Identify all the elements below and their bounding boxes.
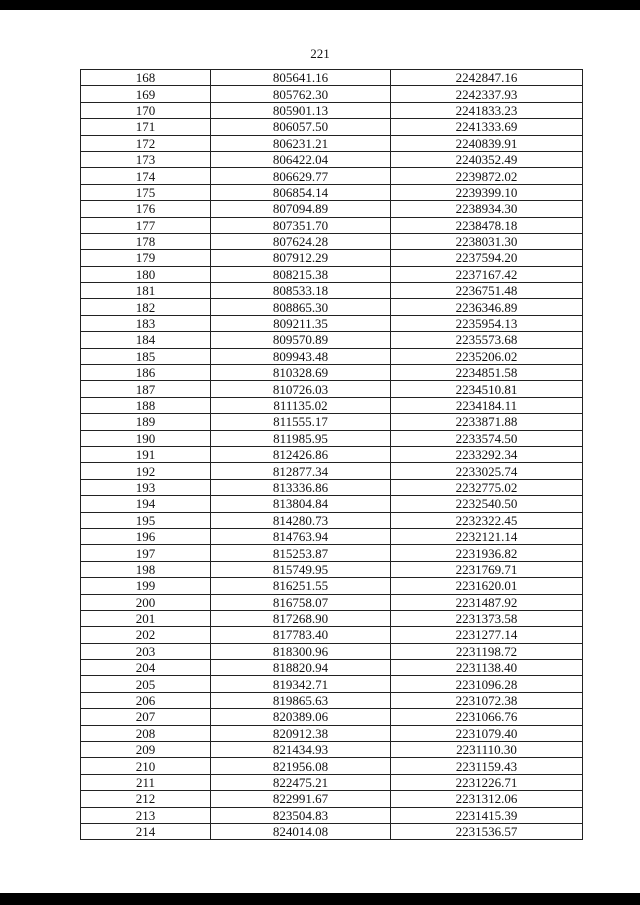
table-row <box>81 496 583 512</box>
table-row <box>81 528 583 544</box>
y-coordinate-cell: 2234851.58 <box>391 365 583 381</box>
x-coordinate-cell: 813336.86 <box>211 479 391 495</box>
point-number-cell: 176 <box>81 201 211 217</box>
y-coordinate-cell: 2233025.74 <box>391 463 583 479</box>
y-coordinate-cell: 2234510.81 <box>391 381 583 397</box>
point-number-cell: 194 <box>81 496 211 512</box>
point-number-cell: 169 <box>81 86 211 102</box>
table-row <box>81 299 583 315</box>
table-row <box>81 463 583 479</box>
point-number-cell: 197 <box>81 545 211 561</box>
point-number-cell: 174 <box>81 168 211 184</box>
point-number-cell: 202 <box>81 627 211 643</box>
point-number-cell: 185 <box>81 348 211 364</box>
x-coordinate-cell: 806422.04 <box>211 151 391 167</box>
point-number-cell: 192 <box>81 463 211 479</box>
point-number-cell: 205 <box>81 676 211 692</box>
x-coordinate-cell: 807351.70 <box>211 217 391 233</box>
table-row <box>81 283 583 299</box>
table-row <box>81 660 583 676</box>
table-row <box>81 86 583 102</box>
y-coordinate-cell: 2231066.76 <box>391 709 583 725</box>
point-number-cell: 208 <box>81 725 211 741</box>
x-coordinate-cell: 819865.63 <box>211 692 391 708</box>
point-number-cell: 207 <box>81 709 211 725</box>
x-coordinate-cell: 822475.21 <box>211 774 391 790</box>
y-coordinate-cell: 2232540.50 <box>391 496 583 512</box>
point-number-cell: 204 <box>81 660 211 676</box>
x-coordinate-cell: 809570.89 <box>211 332 391 348</box>
table-row <box>81 381 583 397</box>
table-row <box>81 250 583 266</box>
table-row <box>81 594 583 610</box>
point-number-cell: 190 <box>81 430 211 446</box>
y-coordinate-cell: 2231198.72 <box>391 643 583 659</box>
scan-border-bottom <box>0 893 640 905</box>
y-coordinate-cell: 2238031.30 <box>391 233 583 249</box>
table-row <box>81 823 583 839</box>
y-coordinate-cell: 2231769.71 <box>391 561 583 577</box>
x-coordinate-cell: 815253.87 <box>211 545 391 561</box>
x-coordinate-cell: 821956.08 <box>211 758 391 774</box>
point-number-cell: 187 <box>81 381 211 397</box>
x-coordinate-cell: 807094.89 <box>211 201 391 217</box>
y-coordinate-cell: 2232322.45 <box>391 512 583 528</box>
table-row <box>81 709 583 725</box>
point-number-cell: 179 <box>81 250 211 266</box>
coordinates-table <box>80 69 583 840</box>
point-number-cell: 172 <box>81 135 211 151</box>
point-number-cell: 189 <box>81 414 211 430</box>
point-number-cell: 181 <box>81 283 211 299</box>
table-row <box>81 135 583 151</box>
x-coordinate-cell: 810726.03 <box>211 381 391 397</box>
y-coordinate-cell: 2233871.88 <box>391 414 583 430</box>
y-coordinate-cell: 2231079.40 <box>391 725 583 741</box>
table-row <box>81 479 583 495</box>
y-coordinate-cell: 2231226.71 <box>391 774 583 790</box>
x-coordinate-cell: 814280.73 <box>211 512 391 528</box>
y-coordinate-cell: 2235573.68 <box>391 332 583 348</box>
x-coordinate-cell: 806231.21 <box>211 135 391 151</box>
table-row <box>81 774 583 790</box>
table-row <box>81 348 583 364</box>
y-coordinate-cell: 2234184.11 <box>391 397 583 413</box>
y-coordinate-cell: 2238478.18 <box>391 217 583 233</box>
point-number-cell: 212 <box>81 791 211 807</box>
table-row <box>81 397 583 413</box>
table-row <box>81 692 583 708</box>
x-coordinate-cell: 806854.14 <box>211 184 391 200</box>
y-coordinate-cell: 2240839.91 <box>391 135 583 151</box>
x-coordinate-cell: 811135.02 <box>211 397 391 413</box>
table-body <box>81 70 583 840</box>
table-row <box>81 102 583 118</box>
point-number-cell: 200 <box>81 594 211 610</box>
point-number-cell: 178 <box>81 233 211 249</box>
y-coordinate-cell: 2241333.69 <box>391 119 583 135</box>
y-coordinate-cell: 2235206.02 <box>391 348 583 364</box>
x-coordinate-cell: 810328.69 <box>211 365 391 381</box>
x-coordinate-cell: 811555.17 <box>211 414 391 430</box>
x-coordinate-cell: 806057.50 <box>211 119 391 135</box>
x-coordinate-cell: 816758.07 <box>211 594 391 610</box>
page-number: 221 <box>310 46 330 61</box>
point-number-cell: 188 <box>81 397 211 413</box>
table-row <box>81 676 583 692</box>
table-row <box>81 184 583 200</box>
x-coordinate-cell: 808865.30 <box>211 299 391 315</box>
x-coordinate-cell: 805901.13 <box>211 102 391 118</box>
y-coordinate-cell: 2236346.89 <box>391 299 583 315</box>
y-coordinate-cell: 2231373.58 <box>391 610 583 626</box>
x-coordinate-cell: 809211.35 <box>211 315 391 331</box>
table-row <box>81 725 583 741</box>
point-number-cell: 198 <box>81 561 211 577</box>
x-coordinate-cell: 813804.84 <box>211 496 391 512</box>
table-row <box>81 332 583 348</box>
table-row <box>81 151 583 167</box>
x-coordinate-cell: 812877.34 <box>211 463 391 479</box>
y-coordinate-cell: 2231312.06 <box>391 791 583 807</box>
x-coordinate-cell: 811985.95 <box>211 430 391 446</box>
point-number-cell: 191 <box>81 446 211 462</box>
table-row <box>81 119 583 135</box>
x-coordinate-cell: 812426.86 <box>211 446 391 462</box>
point-number-cell: 213 <box>81 807 211 823</box>
table-row <box>81 791 583 807</box>
point-number-cell: 203 <box>81 643 211 659</box>
table-row <box>81 315 583 331</box>
table-row <box>81 217 583 233</box>
table-row <box>81 233 583 249</box>
x-coordinate-cell: 817783.40 <box>211 627 391 643</box>
table-row <box>81 742 583 758</box>
y-coordinate-cell: 2232775.02 <box>391 479 583 495</box>
table-row <box>81 168 583 184</box>
table-row <box>81 414 583 430</box>
table-row <box>81 430 583 446</box>
x-coordinate-cell: 823504.83 <box>211 807 391 823</box>
scan-border-top <box>0 0 640 10</box>
x-coordinate-cell: 805641.16 <box>211 70 391 86</box>
y-coordinate-cell: 2237594.20 <box>391 250 583 266</box>
x-coordinate-cell: 814763.94 <box>211 528 391 544</box>
x-coordinate-cell: 815749.95 <box>211 561 391 577</box>
x-coordinate-cell: 809943.48 <box>211 348 391 364</box>
point-number-cell: 183 <box>81 315 211 331</box>
table-row <box>81 807 583 823</box>
y-coordinate-cell: 2231072.38 <box>391 692 583 708</box>
x-coordinate-cell: 817268.90 <box>211 610 391 626</box>
y-coordinate-cell: 2232121.14 <box>391 528 583 544</box>
y-coordinate-cell: 2233574.50 <box>391 430 583 446</box>
table-row <box>81 70 583 86</box>
table-row <box>81 610 583 626</box>
point-number-cell: 193 <box>81 479 211 495</box>
y-coordinate-cell: 2237167.42 <box>391 266 583 282</box>
y-coordinate-cell: 2231487.92 <box>391 594 583 610</box>
x-coordinate-cell: 808533.18 <box>211 283 391 299</box>
table-row <box>81 201 583 217</box>
table-row <box>81 643 583 659</box>
x-coordinate-cell: 806629.77 <box>211 168 391 184</box>
y-coordinate-cell: 2231415.39 <box>391 807 583 823</box>
y-coordinate-cell: 2235954.13 <box>391 315 583 331</box>
x-coordinate-cell: 808215.38 <box>211 266 391 282</box>
x-coordinate-cell: 818300.96 <box>211 643 391 659</box>
y-coordinate-cell: 2242847.16 <box>391 70 583 86</box>
table-row <box>81 512 583 528</box>
y-coordinate-cell: 2231159.43 <box>391 758 583 774</box>
table-row <box>81 758 583 774</box>
point-number-cell: 214 <box>81 823 211 839</box>
y-coordinate-cell: 2231936.82 <box>391 545 583 561</box>
point-number-cell: 175 <box>81 184 211 200</box>
point-number-cell: 177 <box>81 217 211 233</box>
table-row <box>81 627 583 643</box>
x-coordinate-cell: 820389.06 <box>211 709 391 725</box>
point-number-cell: 170 <box>81 102 211 118</box>
y-coordinate-cell: 2240352.49 <box>391 151 583 167</box>
point-number-cell: 180 <box>81 266 211 282</box>
table-row <box>81 365 583 381</box>
y-coordinate-cell: 2231096.28 <box>391 676 583 692</box>
point-number-cell: 209 <box>81 742 211 758</box>
x-coordinate-cell: 821434.93 <box>211 742 391 758</box>
y-coordinate-cell: 2231277.14 <box>391 627 583 643</box>
x-coordinate-cell: 807912.29 <box>211 250 391 266</box>
x-coordinate-cell: 805762.30 <box>211 86 391 102</box>
y-coordinate-cell: 2241833.23 <box>391 102 583 118</box>
point-number-cell: 171 <box>81 119 211 135</box>
y-coordinate-cell: 2236751.48 <box>391 283 583 299</box>
point-number-cell: 195 <box>81 512 211 528</box>
x-coordinate-cell: 822991.67 <box>211 791 391 807</box>
table-row <box>81 578 583 594</box>
point-number-cell: 168 <box>81 70 211 86</box>
point-number-cell: 206 <box>81 692 211 708</box>
y-coordinate-cell: 2231536.57 <box>391 823 583 839</box>
x-coordinate-cell: 824014.08 <box>211 823 391 839</box>
y-coordinate-cell: 2233292.34 <box>391 446 583 462</box>
point-number-cell: 186 <box>81 365 211 381</box>
point-number-cell: 210 <box>81 758 211 774</box>
table-row <box>81 266 583 282</box>
y-coordinate-cell: 2242337.93 <box>391 86 583 102</box>
y-coordinate-cell: 2231110.30 <box>391 742 583 758</box>
point-number-cell: 182 <box>81 299 211 315</box>
point-number-cell: 173 <box>81 151 211 167</box>
table-row <box>81 561 583 577</box>
x-coordinate-cell: 816251.55 <box>211 578 391 594</box>
y-coordinate-cell: 2239872.02 <box>391 168 583 184</box>
y-coordinate-cell: 2231138.40 <box>391 660 583 676</box>
x-coordinate-cell: 820912.38 <box>211 725 391 741</box>
point-number-cell: 201 <box>81 610 211 626</box>
point-number-cell: 184 <box>81 332 211 348</box>
point-number-cell: 199 <box>81 578 211 594</box>
x-coordinate-cell: 818820.94 <box>211 660 391 676</box>
y-coordinate-cell: 2239399.10 <box>391 184 583 200</box>
x-coordinate-cell: 807624.28 <box>211 233 391 249</box>
table-row <box>81 446 583 462</box>
y-coordinate-cell: 2231620.01 <box>391 578 583 594</box>
table-row <box>81 545 583 561</box>
x-coordinate-cell: 819342.71 <box>211 676 391 692</box>
y-coordinate-cell: 2238934.30 <box>391 201 583 217</box>
point-number-cell: 211 <box>81 774 211 790</box>
point-number-cell: 196 <box>81 528 211 544</box>
